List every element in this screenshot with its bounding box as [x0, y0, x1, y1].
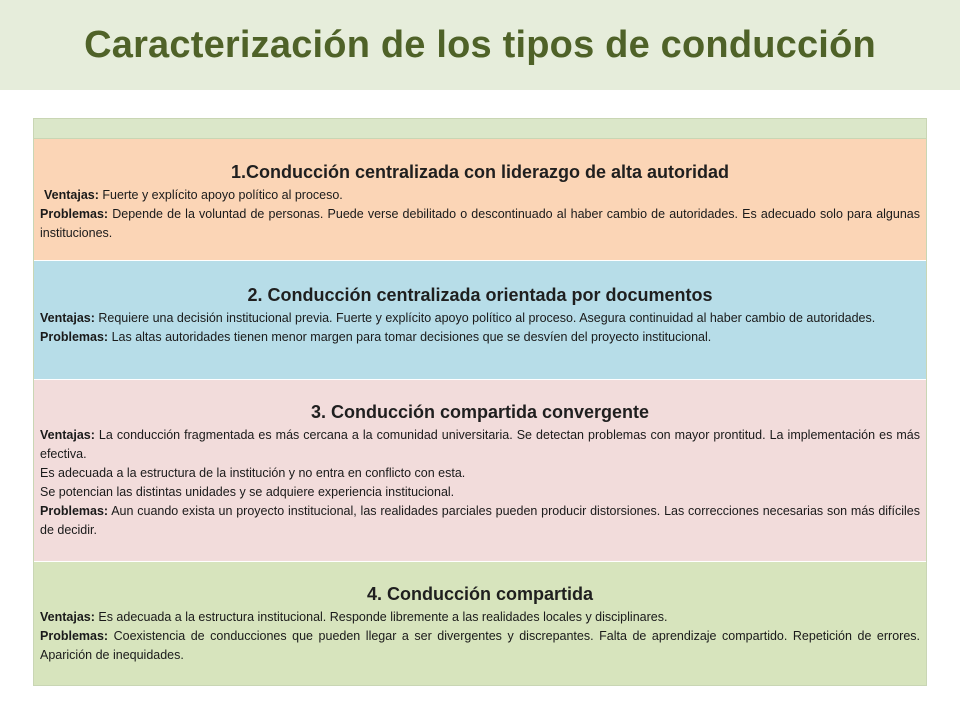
- row-paragraph: [40, 186, 920, 205]
- table-row-4: [34, 562, 926, 685]
- table-row-2: [34, 261, 926, 380]
- row-paragraph: [40, 608, 920, 627]
- types-table: [33, 118, 927, 686]
- paragraph-text: Depende de la voluntad de personas. Puede verse debilitado o descontinuado al haber cambio de autoridades. Es adecuado solo para algunas instituciones.: [40, 207, 920, 240]
- table-row-3: [34, 380, 926, 562]
- paragraph-text: La conducción fragmentada es más cercana a la comunidad universitaria. Se detectan problemas con mayor prontitud. La implementación es más efectiva.: [40, 428, 920, 461]
- paragraph-label: Problemas:: [40, 629, 109, 643]
- row-paragraph: [40, 502, 920, 540]
- paragraph-label: Ventajas:: [40, 610, 95, 624]
- paragraph-text: Coexistencia de conducciones que pueden llegar a ser divergentes y discrepantes. Falta de aprendizaje compartido. Repetición de errores. Aparición de inequidades.: [40, 629, 920, 662]
- paragraph-label: Problemas:: [40, 207, 109, 221]
- paragraph-text: Fuerte y explícito apoyo político al proceso.: [98, 188, 343, 202]
- row-paragraph: [40, 483, 920, 502]
- table-row-1: [34, 139, 926, 261]
- row-heading: 1.Conducción centralizada con liderazgo de alta autoridad: [230, 162, 730, 182]
- table-header-row: [34, 119, 926, 139]
- paragraph-label: Ventajas:: [40, 311, 95, 325]
- paragraph-label: Ventajas:: [44, 188, 99, 202]
- row-paragraph: [40, 627, 920, 665]
- row-paragraph: [40, 426, 920, 464]
- paragraph-label: Problemas:: [40, 330, 109, 344]
- paragraph-label: Problemas:: [40, 504, 109, 518]
- paragraph-text: Requiere una decisión institucional previa. Fuerte y explícito apoyo político al proceso. Asegura continuidad al haber cambio de autoridades.: [94, 311, 876, 325]
- row-paragraph: [40, 309, 920, 328]
- row-heading: 3. Conducción compartida convergente: [310, 402, 650, 422]
- row-heading: 4. Conducción compartida: [366, 584, 594, 604]
- row-paragraph: [40, 205, 920, 243]
- paragraph-label: Ventajas:: [40, 428, 95, 442]
- row-heading: 2. Conducción centralizada orientada por documentos: [247, 285, 713, 305]
- paragraph-text: Es adecuada a la estructura institucional. Responde libremente a las realidades locales y disciplinares.: [94, 610, 668, 624]
- paragraph-text: Aun cuando exista un proyecto institucional, las realidades parciales pueden producir distorsiones. Las correcciones necesarias son más difíciles de decidir.: [40, 504, 920, 537]
- row-paragraph: [40, 328, 920, 347]
- row-paragraph: [40, 464, 920, 483]
- paragraph-text: Se potencian las distintas unidades y se adquiere experiencia institucional.: [40, 485, 455, 499]
- page-title: Caracterización de los tipos de conducción: [84, 23, 876, 66]
- paragraph-text: Es adecuada a la estructura de la institución y no entra en conflicto con esta.: [40, 466, 466, 480]
- paragraph-text: Las altas autoridades tienen menor margen para tomar decisiones que se desvíen del proyecto institucional.: [108, 330, 712, 344]
- title-bar: [0, 0, 960, 90]
